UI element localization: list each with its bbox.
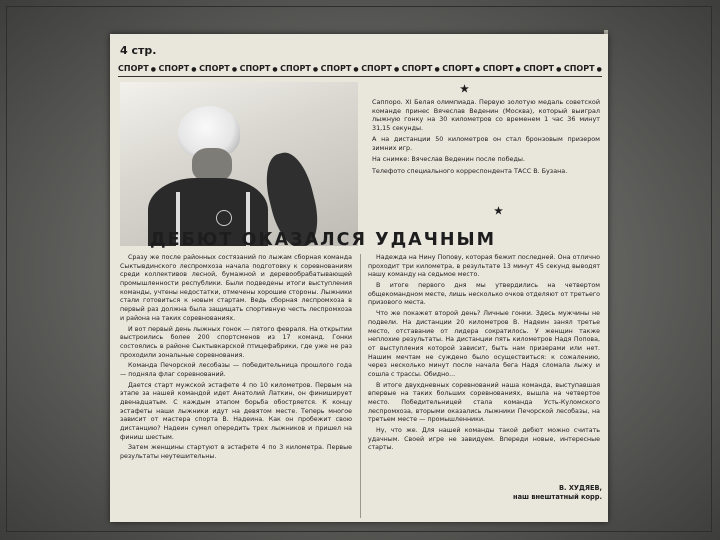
sport-label: СПОРТ ● [442, 64, 480, 73]
article-paragraph: И вот первый день лыжных гонок — пятого февраля. На открытии выстроились более 200 спортсменов из 17 команд. Гонки состоялись в районе Сыктывкарской птицефабрики, где уже не раз проходили зональные соревнования. [120, 325, 352, 359]
sport-label: СПОРТ ● [402, 64, 440, 73]
article-column-left [120, 254, 352, 464]
author-role: наш внештатный корр. [513, 492, 602, 501]
sport-label: СПОРТ ● [523, 64, 561, 73]
caption-paragraph: Телефото специального корреспондента ТАСС В. Бузана. [372, 166, 568, 175]
caption-paragraph: А на дистанции 50 километров он стал бронзовым призером зимних игр. [372, 135, 600, 152]
article-paragraph: Что же покажет второй день? Личные гонки. Здесь мужчины не подвели. На дистанции 20 километров В. Надеин занял третье место, отставание от лидера сократилось. У женщин также неплохие результаты. На дистанции пять километров Надя Попова, от выступления которой зависит, быть нам призерами или нет. Нашим мечтам не суждено было осуществиться: к сожалению, через несколько минут после начала бега Надя сломала лыжу и сошла с трассы. Обидно... [368, 310, 600, 378]
photo-emblem [216, 210, 232, 226]
article-paragraph: В итоге двухдневных соревнований наша команда, выступавшая впервые на таких больших соревнованиях, вышла на четвертое место. Победительницей стала команда Усть-Куломского леспромхоза, вторыми оказались лыжники Печорской лесобазы, на третьем месте — промышленники. [368, 381, 600, 424]
author-signature [506, 484, 602, 501]
caption-paragraph: Саппоро. XI Белая олимпиада. Первую золотую медаль советской команде принес Вячеслав Веденин (Москва), который выиграл лыжную гонку на 30 километров со временем 1 час 36 минут 31,15 секунды. [372, 98, 600, 132]
caption-paragraph: На снимке: Вячеслав Веденин после победы. [372, 155, 525, 164]
sport-header-row [118, 64, 602, 77]
star-icon: ★ [460, 84, 469, 95]
photo-caption [372, 98, 600, 178]
newspaper-clipping [110, 34, 608, 522]
star-icon: ★ [494, 206, 503, 217]
sport-label: СПОРТ ● [240, 64, 278, 73]
sport-label: СПОРТ ● [483, 64, 521, 73]
sport-label: СПОРТ ● [118, 64, 156, 73]
page-number: 4 стр. [120, 44, 157, 57]
article-paragraph: В итоге первого дня мы утвердились на четвертом общекомандном месте, лишь несколько очков отделяют от третьего призового места. [368, 282, 600, 307]
article-paragraph: Надежда на Нину Попову, которая бежит последней. Она отлично проходит три километра, в результате 13 минут 45 секунд выводят нашу команду на седьмое место. [368, 254, 600, 279]
article-paragraph: Дается старт мужской эстафете 4 по 10 километров. Первым на этапе за нашей командой идет Анатолий Латкин, он финиширует двенадцатым. С каждым этапом борьба обостряется. К концу эстафеты наши лыжники идут на девятом месте. Теперь многое зависит от мастера спорта В. Надеина. Как он пробежит свою дистанцию? Надеин сумел опередить трех лыжников и пришел на финиш шестым. [120, 381, 352, 441]
author-name: В. ХУДЯЕВ, [559, 484, 602, 492]
article-headline: ДЕБЮТ ОКАЗАЛСЯ УДАЧНЫМ [150, 230, 497, 250]
column-divider [360, 254, 361, 518]
photo-face [192, 148, 232, 182]
sport-label: СПОРТ ● [159, 64, 197, 73]
article-paragraph: Команда Печорской лесобазы — победительница прошлого года — подняла флаг соревнований. [120, 362, 352, 378]
sport-label: СПОРТ ● [564, 64, 602, 73]
article-paragraph: Затем женщины стартуют в эстафете 4 по 3 километра. Первые результаты неутешительны. [120, 444, 352, 461]
sport-label: СПОРТ ● [280, 64, 318, 73]
article-column-right [368, 254, 600, 455]
article-paragraph: Ну, что же. Для нашей команды такой дебют можно считать удачным. Своей игре не завидуем. Впереди новые, интересные старты. [368, 427, 600, 452]
article-paragraph: Сразу же после районных состязаний по лыжам сборная команда Сыктывдинского леспромхоза начала подготовку к соревнованиям среди коллективов лесной, бумажной и деревообрабатывающей промышленности республики. Были подведены итоги выступления команды, учтены недостатки, отмечены хорошие стороны. Лыжники стали готовиться к новым стартам. Ведь сборная леспромхоза в первый раз должна была защищать спортивную честь леспромхоза и района на таких соревнованиях. [120, 254, 352, 322]
sport-label: СПОРТ ● [321, 64, 359, 73]
sport-label: СПОРТ ● [199, 64, 237, 73]
sport-label: СПОРТ ● [361, 64, 399, 73]
athlete-photo [120, 82, 358, 246]
